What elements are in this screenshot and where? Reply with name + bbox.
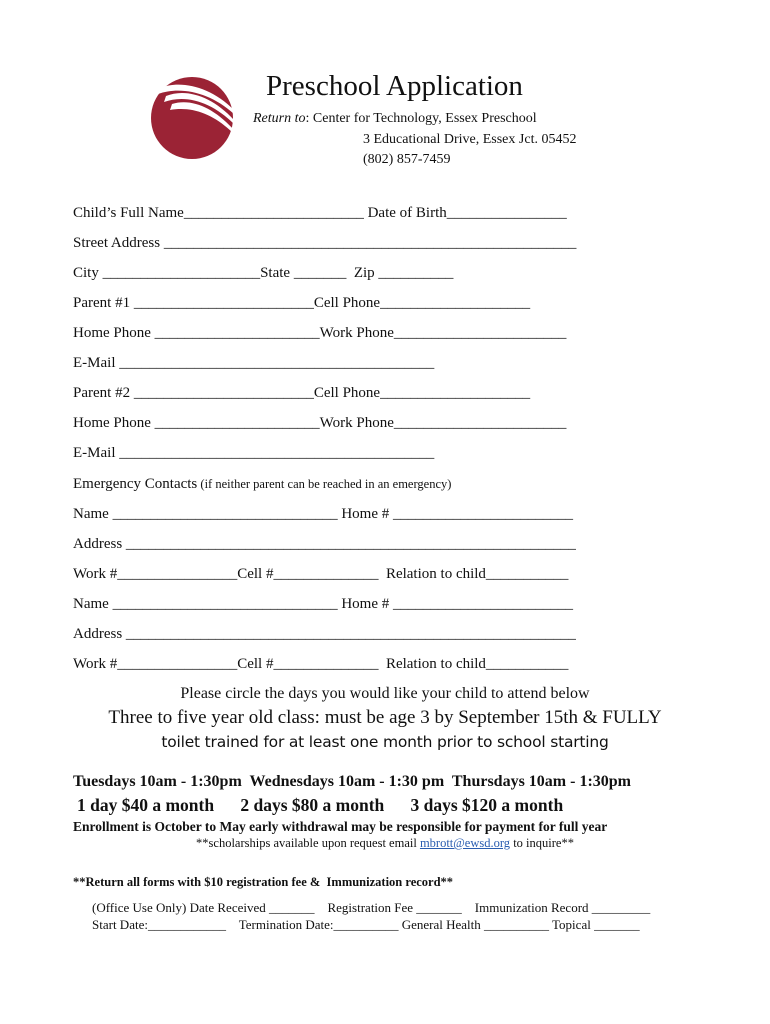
child-name-dob-field[interactable]: Child’s Full Name________________________ Date of Birth________________ <box>73 205 567 221</box>
emergency2-name-field[interactable]: Name ______________________________ Home # ________________________ <box>73 596 573 612</box>
street-address-field[interactable]: Street Address _______________________________________________________ <box>73 235 577 251</box>
school-address: 3 Educational Drive, Essex Jct. 05452 <box>363 132 577 147</box>
school-phone: (802) 857-7459 <box>363 152 451 167</box>
emergency-label: Emergency Contacts <box>73 476 198 492</box>
emergency-note: (if neither parent can be reached in an emergency) <box>197 477 452 491</box>
enrollment-note: Enrollment is October to May early withdrawal may be responsible for payment for full year <box>73 819 608 834</box>
emergency-contacts-heading <box>73 476 451 493</box>
circle-days-note: Please circle the days you would like your child to attend below <box>180 685 590 702</box>
city-state-zip-field[interactable]: City _____________________State _______ Zip __________ <box>73 265 454 281</box>
emergency2-address-field[interactable]: Address ____________________________________________________________ <box>73 626 576 642</box>
office-use-row-2[interactable]: Start Date:____________ Termination Date:__________ General Health __________ Topical _______ <box>92 917 640 932</box>
toilet-requirement: toilet trained for at least one month prior to school starting <box>161 733 609 751</box>
parent1-phones-field[interactable]: Home Phone ______________________Work Phone_______________________ <box>73 325 567 341</box>
emergency1-work-field[interactable]: Work #________________Cell #______________ Relation to child___________ <box>73 566 569 582</box>
age-requirement: Three to five year old class: must be age 3 by September 15th & FULLY <box>108 707 662 728</box>
parent2-field[interactable]: Parent #2 ________________________Cell Phone____________________ <box>73 385 531 401</box>
emergency1-name-field[interactable]: Name ______________________________ Home # ________________________ <box>73 506 573 522</box>
parent1-email-field[interactable]: E-Mail __________________________________________ <box>73 355 435 371</box>
return-forms-note: **Return all forms with $10 registration fee & Immunization record** <box>73 875 454 889</box>
scholarship-post: to inquire** <box>510 836 574 850</box>
return-org: : Center for Technology, Essex Preschool <box>305 111 537 126</box>
preschool-logo <box>150 76 234 160</box>
office-use-row-1[interactable]: (Office Use Only) Date Received _______ Registration Fee _______ Immunization Record _________ <box>92 900 651 915</box>
return-to-label: Return to <box>253 111 306 126</box>
class-days: Tuesdays 10am - 1:30pm Wednesdays 10am - 1:30 pm Thursdays 10am - 1:30pm <box>73 773 631 790</box>
page-title: Preschool Application <box>266 70 523 102</box>
emergency1-address-field[interactable]: Address ____________________________________________________________ <box>73 536 576 552</box>
scholarship-email-link[interactable]: mbrott@ewsd.org <box>419 836 511 850</box>
parent2-phones-field[interactable]: Home Phone ______________________Work Phone_______________________ <box>73 415 567 431</box>
emergency2-work-field[interactable]: Work #________________Cell #______________ Relation to child___________ <box>73 656 569 672</box>
return-to-line <box>253 111 537 127</box>
class-prices: 1 day $40 a month 2 days $80 a month 3 days $120 a month <box>77 795 564 815</box>
scholarship-note <box>0 836 770 851</box>
scholarship-pre: **scholarships available upon request email <box>196 836 420 850</box>
parent2-email-field[interactable]: E-Mail __________________________________________ <box>73 445 435 461</box>
parent1-field[interactable]: Parent #1 ________________________Cell Phone____________________ <box>73 295 531 311</box>
